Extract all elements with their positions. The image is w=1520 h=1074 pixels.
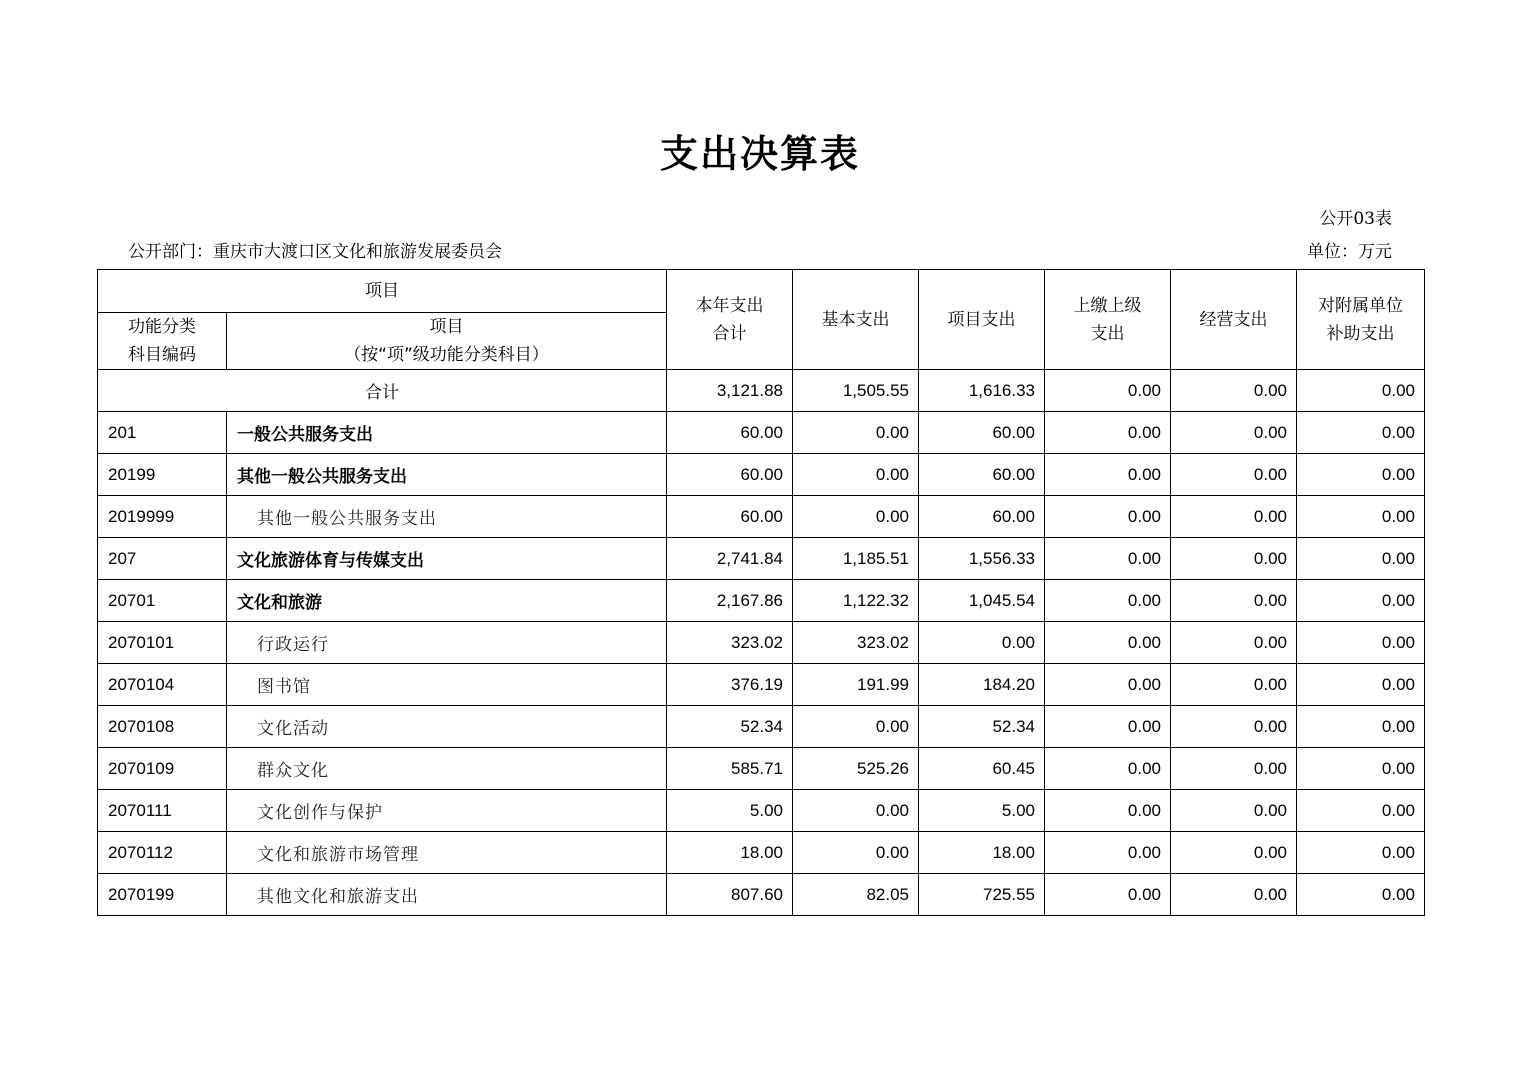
row-value: 0.00 xyxy=(1171,580,1297,622)
row-name: 文化创作与保护 xyxy=(227,790,667,832)
row-value: 0.00 xyxy=(1045,580,1171,622)
expenditure-table xyxy=(97,269,1425,916)
table-row xyxy=(98,412,1425,454)
total-value: 0.00 xyxy=(1171,370,1297,412)
header-code-line1: 功能分类 xyxy=(128,317,196,337)
table-row xyxy=(98,454,1425,496)
header-item-group: 项目 xyxy=(98,270,667,313)
row-value: 0.00 xyxy=(793,790,919,832)
row-value: 0.00 xyxy=(1297,622,1425,664)
row-name: 其他文化和旅游支出 xyxy=(227,874,667,916)
row-value: 0.00 xyxy=(1297,496,1425,538)
row-code: 2070112 xyxy=(98,832,227,874)
row-value: 0.00 xyxy=(1045,622,1171,664)
row-value: 184.20 xyxy=(919,664,1045,706)
row-value: 0.00 xyxy=(793,454,919,496)
page-title: 支出决算表 xyxy=(659,132,860,176)
row-value: 0.00 xyxy=(1045,496,1171,538)
row-code: 20701 xyxy=(98,580,227,622)
row-value: 376.19 xyxy=(667,664,793,706)
header-upper-line2: 支出 xyxy=(1090,323,1125,344)
row-name: 文化和旅游 xyxy=(227,580,667,622)
row-value: 0.00 xyxy=(793,412,919,454)
row-value: 18.00 xyxy=(919,832,1045,874)
row-code: 201 xyxy=(98,412,227,454)
row-code: 2070104 xyxy=(98,664,227,706)
row-name: 文化活动 xyxy=(227,706,667,748)
row-value: 0.00 xyxy=(1045,790,1171,832)
row-value: 0.00 xyxy=(919,622,1045,664)
row-value: 0.00 xyxy=(1045,748,1171,790)
row-value: 52.34 xyxy=(919,706,1045,748)
row-value: 0.00 xyxy=(1045,706,1171,748)
row-value: 18.00 xyxy=(667,832,793,874)
row-value: 0.00 xyxy=(1171,538,1297,580)
row-value: 323.02 xyxy=(793,622,919,664)
row-value: 52.34 xyxy=(667,706,793,748)
row-code: 2070111 xyxy=(98,790,227,832)
row-value: 5.00 xyxy=(667,790,793,832)
row-value: 0.00 xyxy=(1297,832,1425,874)
department-label: 公开部门：重庆市大渡口区文化和旅游发展委员会 xyxy=(128,242,502,262)
header-basic: 基本支出 xyxy=(793,270,919,370)
table-row xyxy=(98,832,1425,874)
row-code: 2070109 xyxy=(98,748,227,790)
row-value: 0.00 xyxy=(1297,790,1425,832)
row-name: 文化旅游体育与传媒支出 xyxy=(227,538,667,580)
unit-label: 单位：万元 xyxy=(1307,242,1392,262)
row-value: 0.00 xyxy=(793,496,919,538)
row-value: 0.00 xyxy=(793,832,919,874)
row-value: 0.00 xyxy=(1045,454,1171,496)
header-code-line2: 科目编码 xyxy=(128,345,196,365)
row-value: 0.00 xyxy=(1171,832,1297,874)
row-value: 0.00 xyxy=(1297,748,1425,790)
total-value: 0.00 xyxy=(1045,370,1171,412)
row-value: 1,122.32 xyxy=(793,580,919,622)
row-value: 2,167.86 xyxy=(667,580,793,622)
row-value: 725.55 xyxy=(919,874,1045,916)
header-upper-line1: 上缴上级 xyxy=(1073,295,1142,316)
header-business: 经营支出 xyxy=(1171,270,1297,370)
row-value: 2,741.84 xyxy=(667,538,793,580)
row-value: 60.00 xyxy=(919,412,1045,454)
row-value: 0.00 xyxy=(1297,412,1425,454)
row-value: 60.00 xyxy=(667,496,793,538)
row-value: 0.00 xyxy=(1297,580,1425,622)
row-value: 0.00 xyxy=(1171,454,1297,496)
row-value: 191.99 xyxy=(793,664,919,706)
table-row xyxy=(98,622,1425,664)
row-value: 0.00 xyxy=(1171,664,1297,706)
row-value: 525.26 xyxy=(793,748,919,790)
header-name xyxy=(227,313,667,370)
table-row xyxy=(98,748,1425,790)
header-name-line2: （按“项”级功能分类科目） xyxy=(344,345,549,365)
row-value: 1,185.51 xyxy=(793,538,919,580)
row-value: 0.00 xyxy=(1171,706,1297,748)
total-value: 1,616.33 xyxy=(919,370,1045,412)
row-value: 82.05 xyxy=(793,874,919,916)
total-value: 3,121.88 xyxy=(667,370,793,412)
row-value: 0.00 xyxy=(1297,664,1425,706)
row-value: 0.00 xyxy=(1045,664,1171,706)
header-subsidy-line1: 对附属单位 xyxy=(1318,295,1403,316)
header-total-line2: 合计 xyxy=(712,323,747,344)
row-code: 2070101 xyxy=(98,622,227,664)
row-value: 0.00 xyxy=(1171,748,1297,790)
row-code: 20199 xyxy=(98,454,227,496)
table-row xyxy=(98,874,1425,916)
header-subsidy xyxy=(1297,270,1425,370)
row-name: 行政运行 xyxy=(227,622,667,664)
total-value: 0.00 xyxy=(1297,370,1425,412)
header-code xyxy=(98,313,227,370)
row-name: 图书馆 xyxy=(227,664,667,706)
table-row xyxy=(98,538,1425,580)
row-value: 0.00 xyxy=(1171,412,1297,454)
row-name: 其他一般公共服务支出 xyxy=(227,454,667,496)
row-value: 0.00 xyxy=(1171,790,1297,832)
table-row xyxy=(98,664,1425,706)
row-value: 807.60 xyxy=(667,874,793,916)
row-name: 其他一般公共服务支出 xyxy=(227,496,667,538)
total-value: 1,505.55 xyxy=(793,370,919,412)
row-value: 0.00 xyxy=(1297,706,1425,748)
row-value: 60.00 xyxy=(919,454,1045,496)
total-label: 合计 xyxy=(98,370,667,412)
row-value: 1,045.54 xyxy=(919,580,1045,622)
row-value: 323.02 xyxy=(667,622,793,664)
total-row xyxy=(98,370,1425,412)
row-name: 文化和旅游市场管理 xyxy=(227,832,667,874)
row-value: 0.00 xyxy=(1045,832,1171,874)
row-value: 1,556.33 xyxy=(919,538,1045,580)
row-value: 60.00 xyxy=(667,412,793,454)
table-row xyxy=(98,580,1425,622)
row-value: 0.00 xyxy=(793,706,919,748)
row-value: 0.00 xyxy=(1045,412,1171,454)
row-value: 0.00 xyxy=(1297,874,1425,916)
row-code: 2070108 xyxy=(98,706,227,748)
row-value: 60.45 xyxy=(919,748,1045,790)
table-number: 公开03表 xyxy=(1319,209,1392,229)
row-value: 0.00 xyxy=(1171,496,1297,538)
row-value: 0.00 xyxy=(1171,874,1297,916)
table-row xyxy=(98,790,1425,832)
row-value: 60.00 xyxy=(667,454,793,496)
row-value: 5.00 xyxy=(919,790,1045,832)
header-total xyxy=(667,270,793,370)
header-project: 项目支出 xyxy=(919,270,1045,370)
header-subsidy-line2: 补助支出 xyxy=(1326,323,1395,344)
row-name: 一般公共服务支出 xyxy=(227,412,667,454)
row-value: 0.00 xyxy=(1171,622,1297,664)
row-code: 207 xyxy=(98,538,227,580)
header-upper xyxy=(1045,270,1171,370)
table-row xyxy=(98,706,1425,748)
row-code: 2070199 xyxy=(98,874,227,916)
row-value: 0.00 xyxy=(1297,454,1425,496)
row-code: 2019999 xyxy=(98,496,227,538)
row-name: 群众文化 xyxy=(227,748,667,790)
row-value: 0.00 xyxy=(1297,538,1425,580)
table-row xyxy=(98,496,1425,538)
row-value: 0.00 xyxy=(1045,874,1171,916)
row-value: 60.00 xyxy=(919,496,1045,538)
header-name-line1: 项目 xyxy=(429,317,464,337)
row-value: 585.71 xyxy=(667,748,793,790)
row-value: 0.00 xyxy=(1045,538,1171,580)
header-total-line1: 本年支出 xyxy=(695,295,764,316)
